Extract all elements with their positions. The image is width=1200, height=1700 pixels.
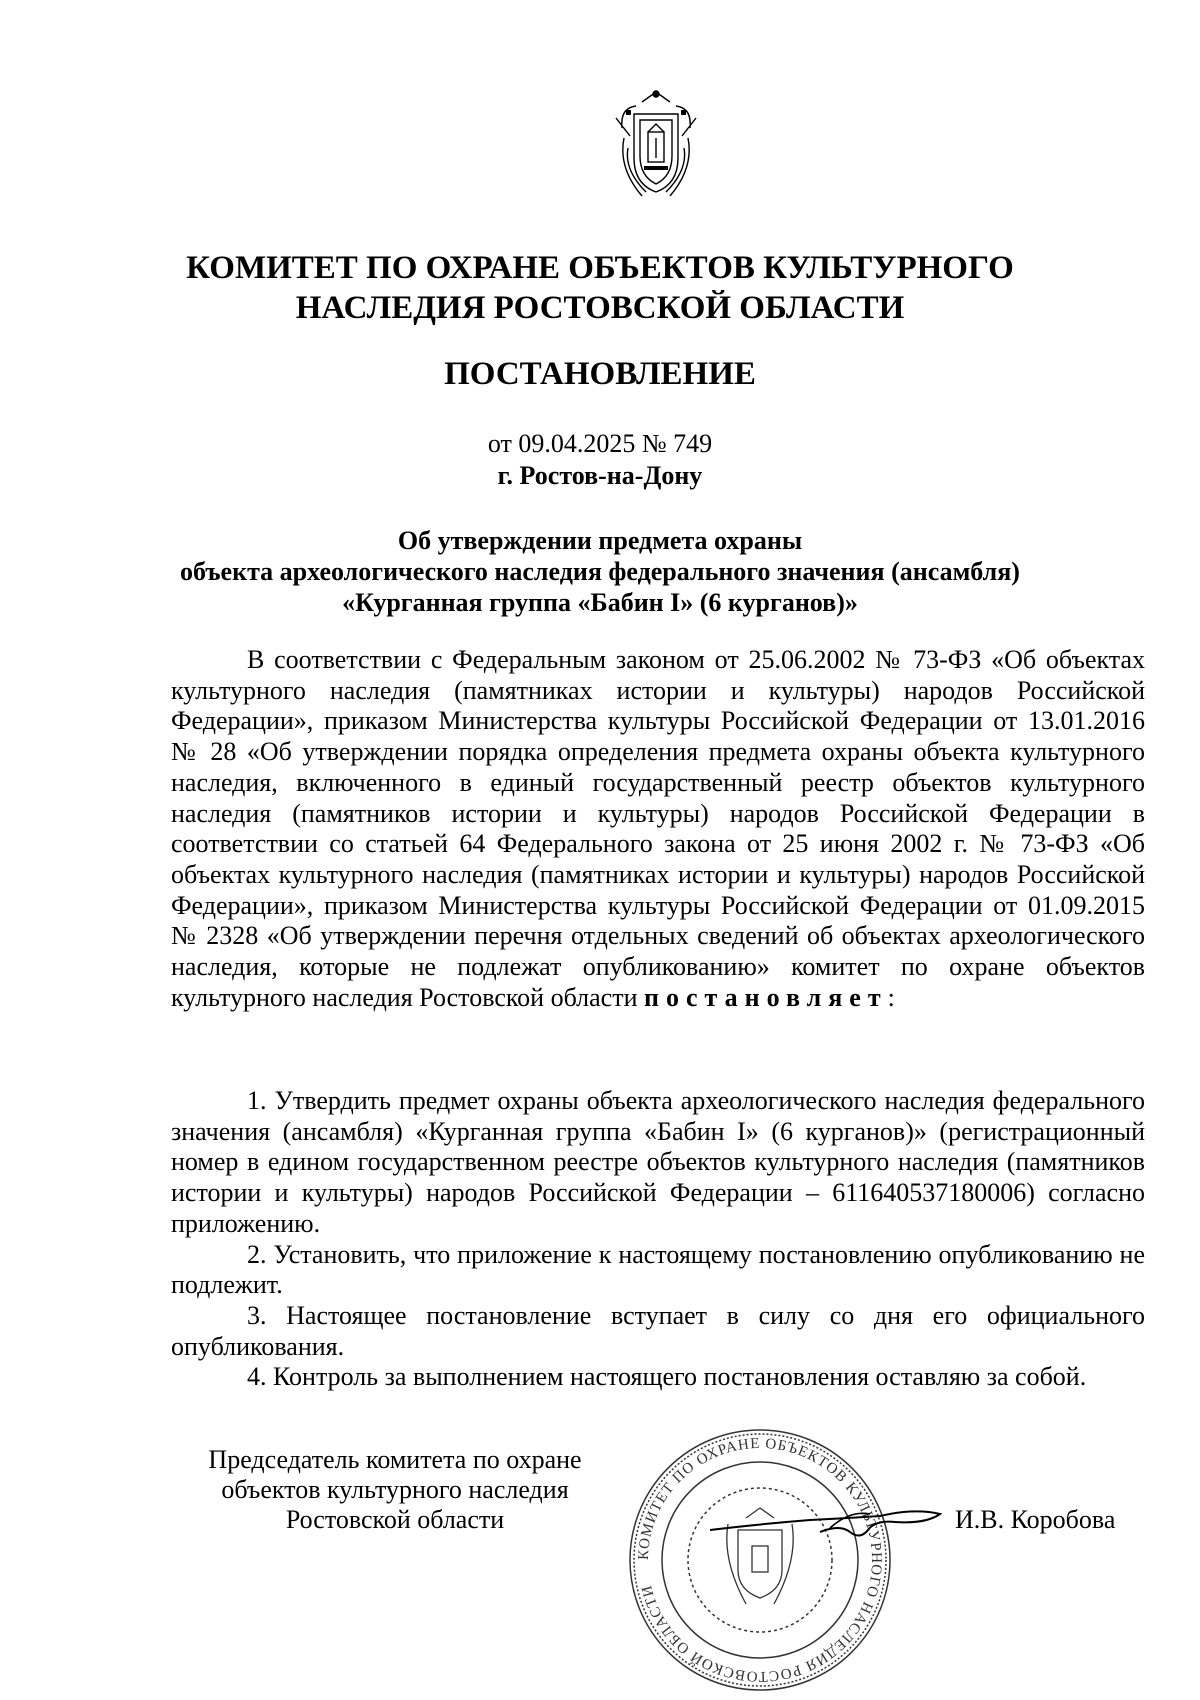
official-seal-stamp — [620, 1420, 900, 1700]
committee-line-1: КОМИТЕТ ПО ОХРАНЕ ОБЪЕКТОВ КУЛЬТУРНОГО — [186, 250, 1014, 286]
resolution-item-1: 1. Утвердить предмет охраны объекта археологического наследия федерального значения (ансамбля) «Курганная группа «Бабин I» (6 курганов)» (регистрационный номер в едином государственном реестре объектов культурного наследия (памятников истории и культуры) народов Российской Федерации – 611640537180006) согласно приложению. — [171, 1086, 1145, 1238]
handwritten-signature — [700, 1480, 950, 1560]
committee-line-2: НАСЛЕДИЯ РОСТОВСКОЙ ОБЛАСТИ — [295, 290, 905, 326]
document-subject — [150, 525, 1050, 618]
date-and-number: от 09.04.2025 № 749 — [487, 429, 713, 458]
decree-colon: : — [887, 982, 895, 1012]
city: г. Ростов-на-Дону — [497, 461, 703, 490]
document-type: ПОСТАНОВЛЕНИЕ — [444, 356, 756, 392]
preamble-paragraph — [171, 645, 1145, 1013]
position-line-2: объектов культурного наследия — [221, 1475, 569, 1504]
resolution-item-4: 4. Контроль за выполнением настоящего постановления оставляю за собой. — [247, 1362, 1087, 1392]
coat-of-arms-emblem — [612, 88, 700, 204]
position-line-3: Ростовской области — [285, 1505, 505, 1534]
subject-line-1: Об утверждении предмета охраны — [397, 526, 803, 555]
subject-line-2: объекта археологического наследия федерального значения (ансамбля) — [180, 557, 1020, 586]
preamble-text: В соответствии с Федеральным законом от 25.06.2002 № 73-ФЗ «Об объектах культурного наследия (памятниках истории и культуры) народов Российской Федерации», приказом Министерства культуры Российской Федерации от 13.01.2016 № 28 «Об утверждении порядка определения предмета охраны объекта культурного наследия, включенного в единый государственный реестр объектов культурного наследия (памятников истории и культуры) народов Российской Федерации в соответствии со статьей 64 Федерального закона от 25 июня 2002 г. № 73-ФЗ «Об объектах культурного наследия (памятниках истории и культуры) народов Российской Федерации», приказом Министерства культуры Российской Федерации от 01.09.2015 № 2328 «Об утверждении перечня отдельных сведений об объектах археологического наследия, которые не подлежат опубликованию» комитет по охране объектов культурного наследия Ростовской области — [171, 645, 1145, 1012]
resolution-item-2: 2. Установить, что приложение к настоящему постановлению опубликованию не подлежит. — [171, 1239, 1145, 1300]
decree-word: постановляет — [644, 982, 888, 1012]
signatory-name: И.В. Коробова — [955, 1505, 1116, 1534]
subject-line-3: «Курганная группа «Бабин I» (6 курганов)» — [342, 588, 858, 617]
stamp-text: КОМИТЕТ ПО ОХРАНЕ ОБЪЕКТОВ КУЛЬТУРНОГО НАСЛЕДИЯ РОСТОВСКОЙ ОБЛАСТИ — [635, 1435, 885, 1685]
issuing-authority — [150, 248, 1050, 328]
signatory-position — [180, 1445, 610, 1535]
position-line-1: Председатель комитета по охране — [208, 1445, 582, 1474]
resolution-items — [171, 1086, 1145, 1393]
svg-text:КОМИТЕТ ПО ОХРАНЕ ОБЪЕКТОВ КУЛ — [636, 1436, 884, 1684]
resolution-item-3: 3. Настоящее постановление вступает в силу со дня его официального опубликования. — [171, 1300, 1145, 1361]
